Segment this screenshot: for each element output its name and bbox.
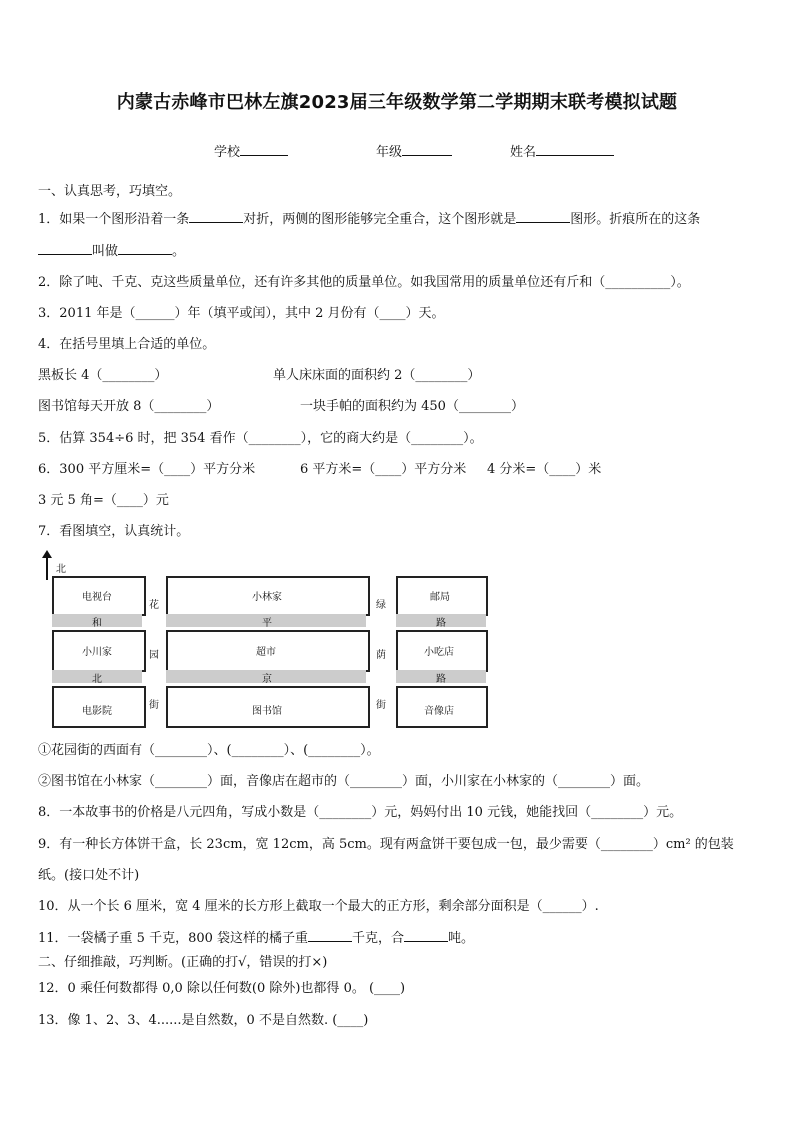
q11-text-b: 千克，合 (352, 931, 405, 946)
road-heping-char-1: 和 (92, 618, 102, 629)
question-10: 10．从一个长 6 厘米，宽 4 厘米的长方形上截取一个最大的正方形，剩余部分面积是（______）. (38, 899, 599, 914)
building-supermarket: 超市 (256, 647, 276, 658)
question-4a: 黑板长 4（________） (38, 368, 168, 383)
q11-text-c: 吨。 (448, 931, 475, 946)
school-blank (240, 143, 288, 156)
building-post-office: 邮局 (430, 592, 450, 603)
street-lvyin-char-1: 绿 (376, 600, 386, 611)
q1-text-b: 对折，两侧的图形能够完全重合，这个图形就是 (243, 212, 517, 227)
q1-blank-2 (516, 210, 570, 223)
q1-text-d: 叫做 (92, 244, 119, 259)
school-field (214, 141, 288, 160)
building-library: 图书馆 (252, 706, 282, 717)
question-6b: 6 平方米=（____）平方分米 (300, 462, 467, 477)
q1-text-a: 1．如果一个图形沿着一条 (38, 212, 190, 227)
question-11 (38, 927, 474, 946)
building-av-store: 音像店 (424, 706, 454, 717)
building-tv-station: 电视台 (82, 592, 112, 603)
building-xiaochuan-home: 小川家 (82, 647, 112, 658)
q1-text-c: 图形。折痕所在的这条 (570, 212, 701, 227)
road-heping-char-2: 平 (262, 618, 272, 629)
q1-text-e: 。 (172, 244, 186, 259)
street-huayuan-char-2: 园 (149, 650, 159, 661)
building-snack-shop: 小吃店 (424, 647, 454, 658)
north-label: 北 (56, 564, 66, 575)
question-5: 5．估算 354÷6 时，把 354 看作（________），它的商大约是（________）。 (38, 431, 483, 446)
road-beijing-char-3: 路 (436, 674, 446, 685)
road-beijing-char-2: 京 (262, 674, 272, 685)
question-4: 4．在括号里填上合适的单位。 (38, 337, 216, 352)
question-4d: 一块手帕的面积约为 450（________） (300, 399, 524, 414)
question-7: 7．看图填空，认真统计。 (38, 524, 190, 539)
question-2: 2．除了吨、千克、克这些质量单位，还有许多其他的质量单位。如我国常用的质量单位还有斤和（__________）。 (38, 275, 690, 290)
question-13: 13．像 1、2、3、4......是自然数，0 不是自然数. (____) (38, 1013, 369, 1028)
question-9-line-1: 9．有一种长方体饼干盒，长 23cm，宽 12cm，高 5cm。现有两盒饼干要包成一包，最少需要（________）cm² 的包装 (38, 837, 734, 852)
grade-field (376, 141, 452, 160)
question-8: 8．一本故事书的价格是八元四角，写成小数是（________）元，妈妈付出 10 元钱，她能找回（________）元。 (38, 805, 683, 820)
question-4c: 图书馆每天开放 8（________） (38, 399, 220, 414)
grade-label: 年级 (376, 145, 403, 160)
question-7a: ①花园街的西面有（________）、(________）、(________）。 (38, 743, 380, 758)
question-1-line-2 (38, 240, 185, 259)
grade-blank (402, 143, 452, 156)
street-lvyin-char-2: 荫 (376, 650, 386, 661)
question-6c: 4 分米=（____）米 (487, 462, 602, 477)
section-2-heading: 二、仔细推敲，巧判断。(正确的打√，错误的打×) (38, 955, 328, 970)
street-lvyin-char-3: 街 (376, 700, 386, 711)
question-3: 3．2011 年是（______）年（填平或闰），其中 2 月份有（____）天。 (38, 306, 445, 321)
q11-text-a: 11．一袋橘子重 5 千克，800 袋这样的橘子重 (38, 931, 309, 946)
question-12: 12．0 乘任何数都得 0,0 除以任何数(0 除外)也都得 0。 (____) (38, 981, 406, 996)
name-field (510, 141, 614, 160)
street-huayuan-char-3: 街 (149, 700, 159, 711)
building-xiaolin-home: 小林家 (252, 592, 282, 603)
question-7b: ②图书馆在小林家（________）面，音像店在超市的（________）面，小川家在小林家的（________）面。 (38, 774, 650, 789)
question-4b: 单人床床面的面积约 2（________） (273, 368, 481, 383)
street-map (38, 550, 498, 730)
building-cinema: 电影院 (82, 706, 112, 717)
q11-blank-1 (308, 929, 352, 942)
road-beijing-char-1: 北 (92, 674, 102, 685)
section-1-heading: 一、认真思考，巧填空。 (38, 184, 182, 199)
question-9-line-2: 纸。(接口处不计) (38, 868, 140, 883)
name-label: 姓名 (510, 145, 537, 160)
street-huayuan-char-1: 花 (149, 600, 159, 611)
page-title: 内蒙古赤峰市巴林左旗2023届三年级数学第二学期期末联考模拟试题 (116, 92, 678, 113)
school-label: 学校 (214, 145, 241, 160)
name-blank (536, 143, 614, 156)
north-arrow-head-icon (42, 550, 52, 558)
question-1-line-1 (38, 208, 700, 227)
road-heping-char-3: 路 (436, 618, 446, 629)
q1-blank-3 (38, 242, 92, 255)
q1-blank-4 (118, 242, 172, 255)
q11-blank-2 (404, 929, 448, 942)
question-6a: 6．300 平方厘米=（____）平方分米 (38, 462, 256, 477)
question-6d: 3 元 5 角=（____）元 (38, 493, 169, 508)
q1-blank-1 (189, 210, 243, 223)
